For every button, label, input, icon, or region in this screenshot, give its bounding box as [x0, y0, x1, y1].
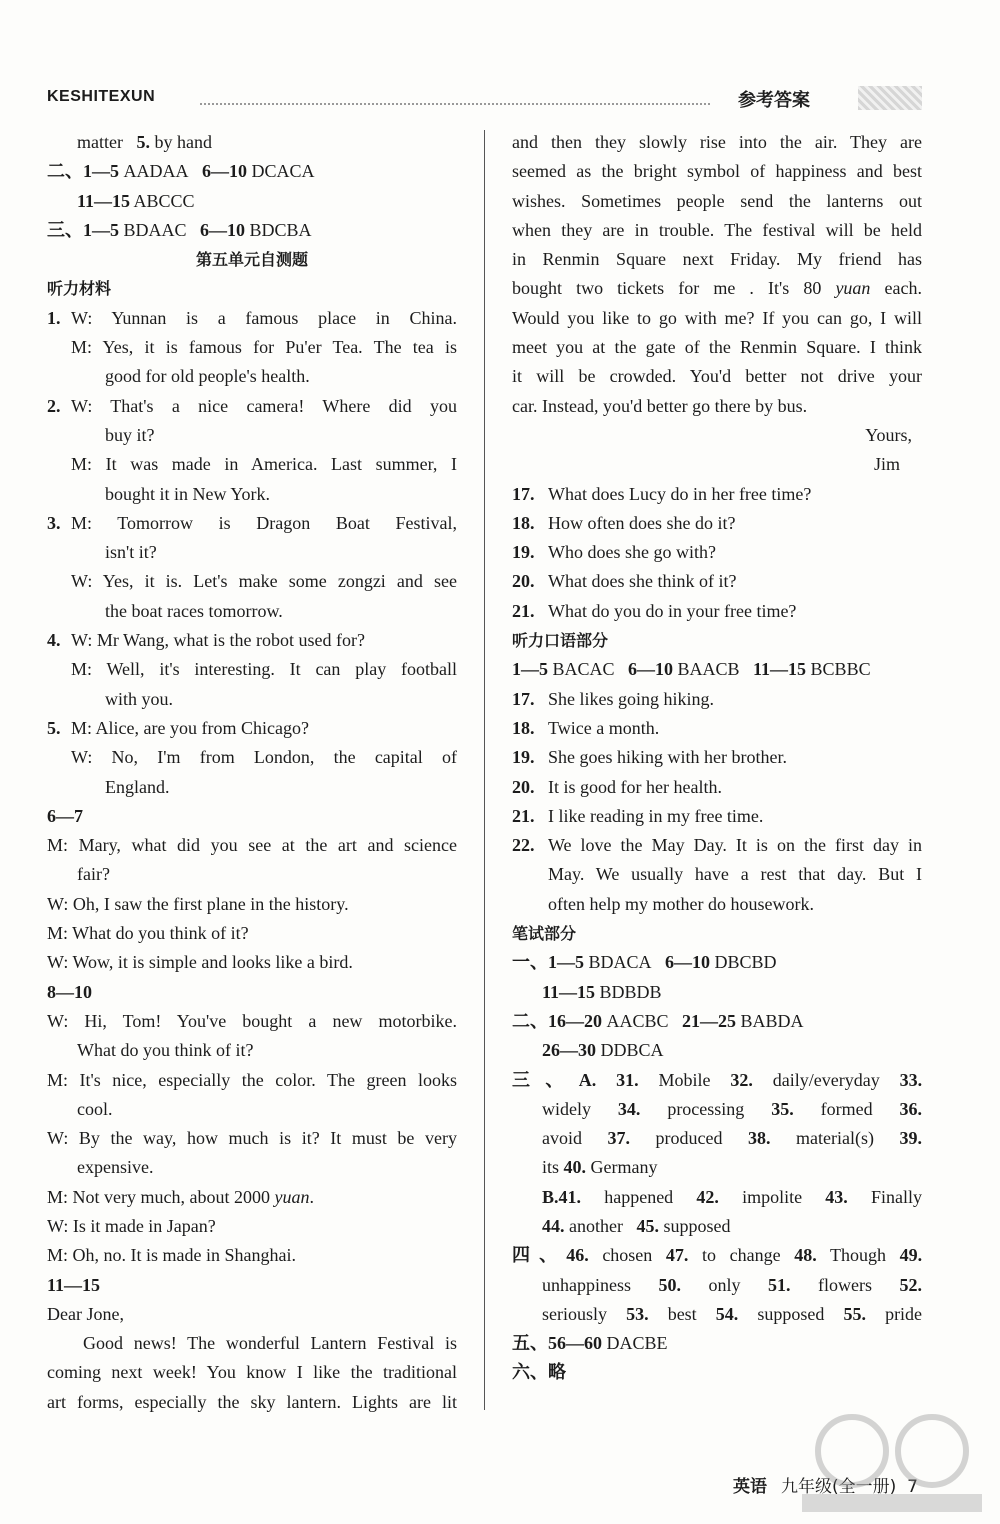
- dialogue-line: M: Not very much, about 2000 yuan.: [47, 1186, 314, 1207]
- dialogue-line: good for old people's health.: [105, 366, 310, 387]
- dialogue-line: M: Yes, it is famous for Pu'er Tea. The tea is: [71, 337, 457, 358]
- dialogue-line: bought it in New York.: [105, 483, 271, 504]
- dialogue-line: M: What do you think of it?: [47, 923, 249, 944]
- dialogue-line: 3. M: Tomorrow is Dragon Boat Festival,: [47, 512, 457, 533]
- answer-line: B.41. happened 42. impolite 43. Finally: [542, 1186, 922, 1207]
- answer-line: seriously 53. best 54. supposed 55. pride: [542, 1303, 922, 1324]
- answer-line: 21. I like reading in my free time.: [512, 805, 764, 826]
- dialogue-line: What do you think of it?: [77, 1040, 254, 1061]
- answer-line: 44. another 45. supposed: [542, 1215, 731, 1236]
- letter-line: art forms, especially the sky lantern. Lights are lit: [47, 1391, 457, 1412]
- letter-line: Good news! The wonderful Lantern Festival is: [83, 1333, 457, 1354]
- answer-line: 一、1—5 BDACA 6—10 DBCBD: [512, 952, 777, 973]
- header-divider: [200, 103, 710, 105]
- right-column: [512, 128, 922, 1388]
- question-line: 19. Who does she go with?: [512, 542, 716, 563]
- letter-line: meet you at the gate of the Renmin Square. I think: [512, 337, 922, 358]
- page-number: 7: [907, 1477, 918, 1497]
- answer-line: 26—30 DDBCA: [542, 1040, 664, 1061]
- question-line: 21. What do you do in your free time?: [512, 600, 797, 621]
- dialogue-line: M: It was made in America. Last summer, I: [71, 454, 457, 475]
- answer-line: 11—15 BDBDB: [542, 981, 662, 1002]
- letter-line: in Renmin Square next Friday. My friend has: [512, 249, 922, 270]
- answer-line: matter 5. by hand: [77, 132, 212, 152]
- letter-line: coming next week! You know I like the traditional: [47, 1362, 457, 1383]
- dialogue-line: isn't it?: [105, 542, 157, 563]
- answer-line: 19. She goes hiking with her brother.: [512, 747, 787, 768]
- answer-line: often help my mother do housework.: [548, 893, 814, 914]
- answer-line: its 40. Germany: [542, 1157, 658, 1178]
- dialogue-line: M: Well, it's interesting. It can play football: [71, 659, 457, 680]
- brand-name: KESHITEXUN: [47, 88, 156, 105]
- page-header-title: 参考答案: [738, 90, 810, 111]
- letter-line: when they are in trouble. The festival will be held: [512, 219, 922, 240]
- letter-line: and then they slowly rise into the air. They are: [512, 132, 922, 152]
- dialogue-line: M: It's nice, especially the color. The green looks: [47, 1069, 457, 1090]
- answer-line: 三、1—5 BDAAC 6—10 BDCBA: [47, 219, 312, 240]
- dialogue-line: W: Yes, it is. Let's make some zongzi and see: [71, 571, 457, 592]
- letter-signature: Jim: [873, 454, 900, 475]
- dialogue-line: 2. W: That's a nice camera! Where did you: [47, 395, 457, 416]
- dialogue-line: expensive.: [77, 1157, 154, 1178]
- answer-line: unhappiness 50. only 51. flowers 52.: [542, 1274, 922, 1295]
- footer-subject: 英语: [733, 1477, 767, 1497]
- section-heading: 笔试部分: [512, 924, 577, 944]
- dialogue-line: the boat races tomorrow.: [105, 600, 283, 621]
- question-line: 20. What does she think of it?: [512, 571, 737, 592]
- dialogue-line: with you.: [105, 688, 174, 709]
- answer-line: 二、1—5 AADAA 6—10 DCACA: [47, 161, 315, 182]
- watermark-logo: [792, 1406, 992, 1516]
- question-line: 17. What does Lucy do in her free time?: [512, 483, 812, 504]
- dialogue-line: M: Oh, no. It is made in Shanghai.: [47, 1245, 296, 1266]
- answer-line: 11—15 ABCCC: [77, 190, 195, 211]
- dialogue-line: fair?: [77, 864, 110, 885]
- answer-line: 20. It is good for her health.: [512, 776, 722, 797]
- dialogue-line: M: Mary, what did you see at the art and science: [47, 835, 457, 856]
- dialogue-line: England.: [105, 776, 170, 797]
- dialogue-line: buy it?: [105, 424, 155, 445]
- letter-line: wishes. Sometimes people send the lanterns out: [512, 190, 922, 211]
- answer-line: avoid 37. produced 38. material(s) 39.: [542, 1128, 922, 1149]
- header-decoration: [858, 86, 922, 110]
- left-column: [47, 128, 457, 1417]
- section-heading: 听力口语部分: [512, 631, 609, 651]
- letter-line: Dear Jone,: [47, 1303, 124, 1324]
- answer-line: May. We usually have a rest that day. But I: [548, 864, 922, 885]
- dialogue-line: W: By the way, how much is it? It must be very: [47, 1128, 457, 1149]
- section-number: 8—10: [47, 981, 92, 1002]
- answer-line: 17. She likes going hiking.: [512, 688, 714, 709]
- dialogue-line: W: Hi, Tom! You've bought a new motorbike.: [47, 1010, 457, 1031]
- dialogue-line: W: Is it made in Japan?: [47, 1215, 216, 1236]
- answer-line: 六、略: [512, 1362, 566, 1383]
- section-heading: 听力材料: [47, 279, 112, 299]
- letter-line: car. Instead, you'd better go there by bus.: [512, 395, 808, 416]
- letter-line: Would you like to go with me? If you can go, I will: [512, 307, 922, 328]
- dialogue-line: cool.: [77, 1098, 113, 1119]
- section-number: 11—15: [47, 1274, 101, 1295]
- answer-line: widely 34. processing 35. formed 36.: [542, 1098, 922, 1119]
- answer-line: 二、16—20 AACBC 21—25 BABDA: [512, 1010, 804, 1031]
- letter-closing: Yours,: [865, 424, 912, 445]
- answer-line: 18. Twice a month.: [512, 717, 660, 738]
- answer-line: 三、A. 31. Mobile 32. daily/everyday 33.: [512, 1069, 922, 1090]
- unit-title: 第五单元自测题: [195, 250, 308, 270]
- dialogue-line: 5. M: Alice, are you from Chicago?: [47, 717, 309, 738]
- dialogue-line: W: Wow, it is simple and looks like a bird.: [47, 952, 353, 973]
- section-number: 6—7: [47, 805, 83, 826]
- column-divider: [484, 130, 485, 1410]
- dialogue-line: W: Oh, I saw the first plane in the history.: [47, 893, 349, 914]
- dialogue-line: 1. W: Yunnan is a famous place in China.: [47, 307, 457, 328]
- letter-line: it will be crowded. You'd better not drive your: [512, 366, 922, 387]
- answer-line: 22. We love the May Day. It is on the first day in: [512, 835, 922, 856]
- letter-line: seemed as the bright symbol of happiness and best: [512, 161, 922, 182]
- letter-line: bought two tickets for me . It's 80 yuan each.: [512, 278, 922, 299]
- dialogue-line: 4. W: Mr Wang, what is the robot used for?: [47, 630, 365, 651]
- dialogue-line: W: No, I'm from London, the capital of: [71, 747, 457, 768]
- footer-grade: 九年级(全一册): [781, 1477, 897, 1497]
- answer-line: 1—5 BACAC 6—10 BAACB 11—15 BCBBC: [512, 659, 871, 680]
- question-line: 18. How often does she do it?: [512, 512, 736, 533]
- answer-line: 五、56—60 DACBE: [512, 1333, 668, 1354]
- answer-line: 四、46. chosen 47. to change 48. Though 49.: [512, 1245, 922, 1266]
